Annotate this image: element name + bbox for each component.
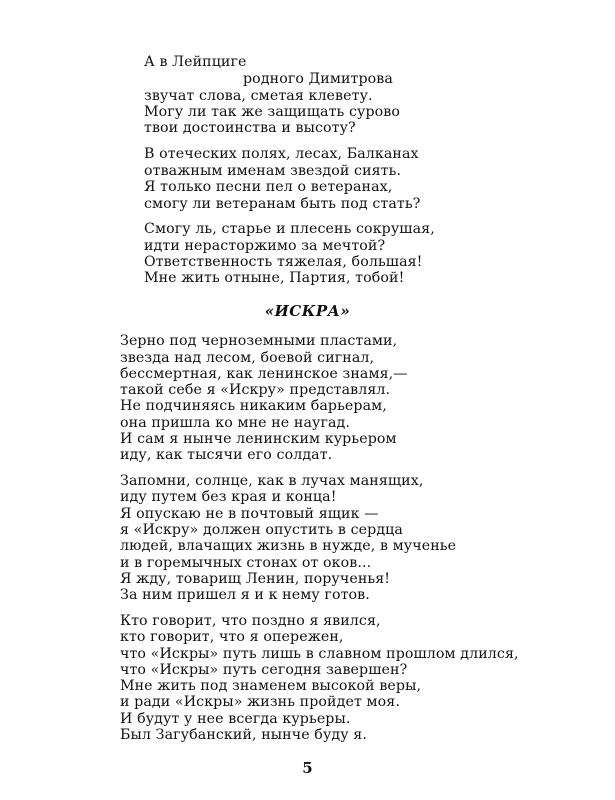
poem-line: А в Лейпциге: [144, 54, 247, 70]
poem-line: В отеческих полях, лесах, Балканах: [144, 146, 419, 162]
poem-line: иду, как тысячи его солдат.: [120, 447, 333, 463]
page-number: 5: [302, 759, 313, 777]
poem-line: Мне жить отныне, Партия, тобой!: [144, 270, 405, 286]
poem-line: она пришла ко мне не наугад.: [120, 415, 351, 431]
poem-line: что «Искры» путь лишь в славном прошлом длился,: [120, 646, 519, 662]
poem-line: что «Искры» путь сегодня завершен?: [120, 662, 408, 678]
poem-line: Ответственность тяжелая, большая!: [144, 254, 423, 270]
poem-line: звучат слова, сметая клевету.: [144, 88, 373, 104]
poem-line: И сам я нынче ленинским курьером: [120, 431, 397, 447]
poem-line: Смогу ль, старье и плесень сокрушая,: [144, 221, 435, 237]
poem-line: Был Загубанский, нынче буду я.: [120, 727, 367, 743]
poem-line: Запомни, солнце, как в лучах манящих,: [120, 473, 424, 489]
poem-line: Не подчиняясь никаким барьерам,: [120, 398, 387, 414]
poem-line: и в горемычных стонах от оков...: [120, 555, 372, 571]
poem-line: родного Димитрова: [243, 71, 393, 87]
poem-line: Я опускаю не в почтовый ящик —: [120, 506, 379, 522]
poem-line: Могу ли так же защищать сурово: [144, 104, 400, 120]
poem-line: кто говорит, что я опережен,: [120, 629, 344, 645]
poem-line: звезда над лесом, боевой сигнал,: [120, 350, 375, 366]
poem-line: И будут у нее всегда курьеры.: [120, 711, 351, 727]
poem-line: такой себе я «Искру» представлял.: [120, 382, 391, 398]
poem-line: Я только песни пел о ветеранах,: [144, 179, 393, 195]
poem-line: идти нерасторжимо за мечтой?: [144, 238, 386, 254]
poem-line: я «Искру» должен опустить в сердца: [120, 522, 403, 538]
poem-line: Кто говорит, что поздно я явился,: [120, 613, 381, 629]
poem-line: Зерно под черноземными пластами,: [120, 333, 398, 349]
poem-line: отважным именам звездой сиять.: [144, 163, 402, 179]
poem-line: Я жду, товарищ Ленин, порученья!: [120, 571, 391, 587]
poem-line: За ним пришел я и к нему готов.: [120, 587, 370, 603]
poem-line: иду путем без края и конца!: [120, 489, 337, 505]
poem-title: «ИСКРА»: [264, 302, 351, 320]
poem-line: Мне жить под знаменем высокой веры,: [120, 678, 422, 694]
poem-line: людей, влачащих жизнь в нужде, в мученье: [120, 538, 457, 554]
poem-line: смогу ли ветеранам быть под стать?: [144, 196, 421, 212]
poem-line: и ради «Искры» жизнь пройдет моя.: [120, 694, 400, 710]
poem-line: бессмертная, как ленинское знамя,—: [120, 366, 408, 382]
poem-line: твои достоинства и высоту?: [144, 120, 356, 136]
